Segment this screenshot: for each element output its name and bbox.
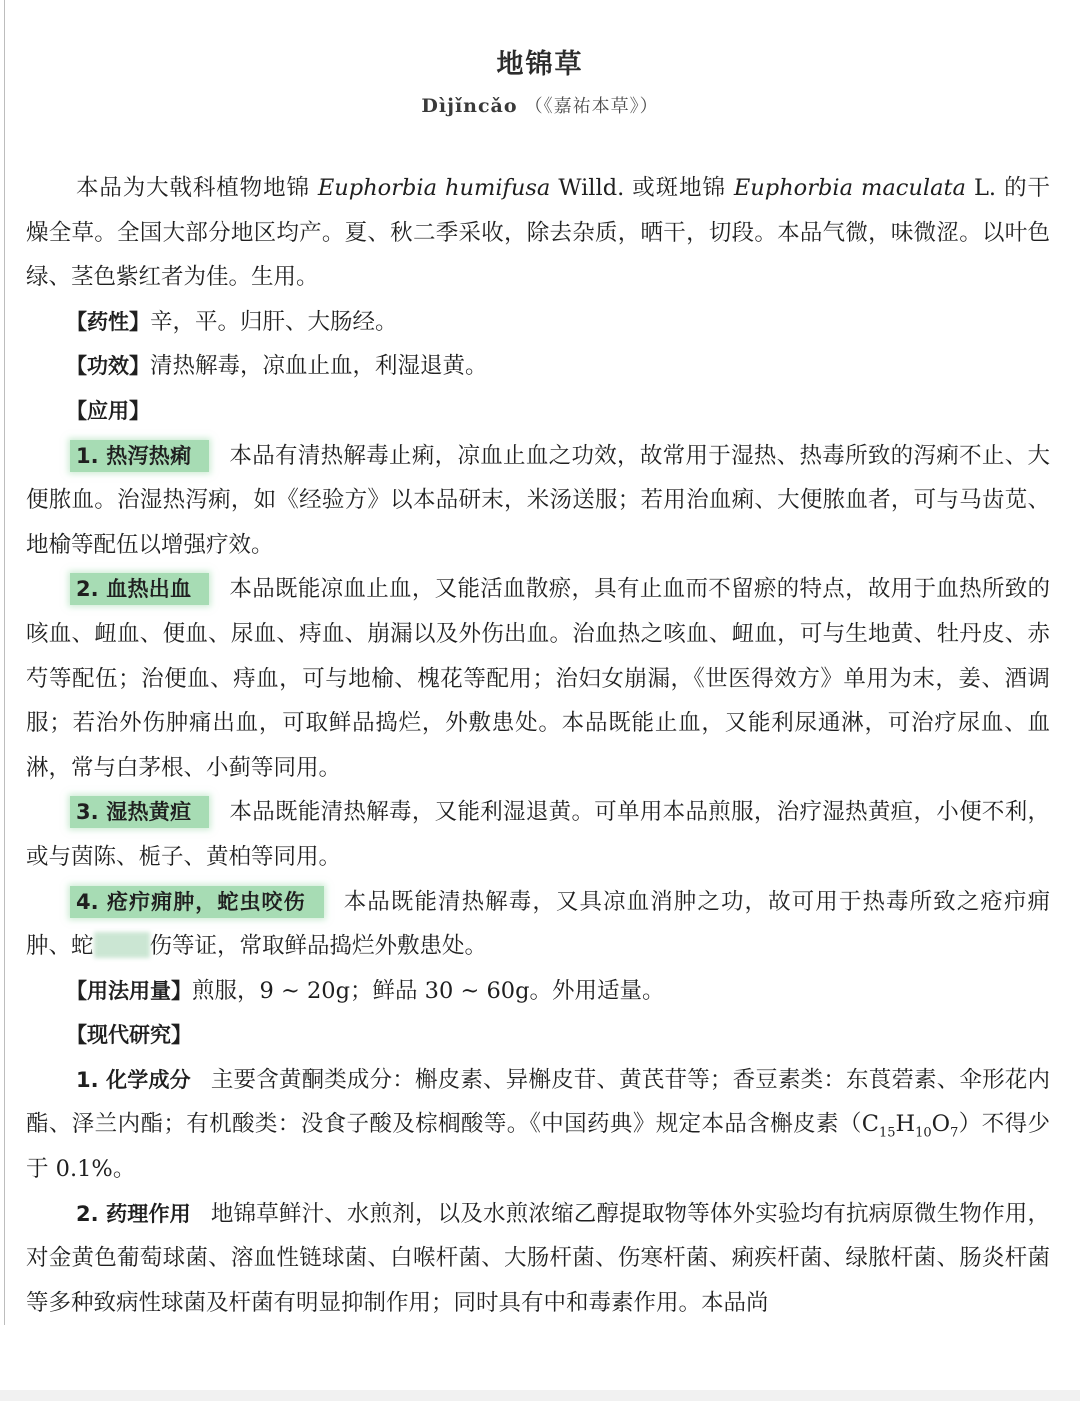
modern-research-section: [26, 1013, 1050, 1058]
application-text-4a: 本品既能清热解毒，又具凉血消肿之功，故可用于热毒所致之疮疖痈肿、蛇: [26, 888, 1050, 960]
intro-text-3: L. 的干燥全草。全国大部分地区均产。夏、秋二季采收，除去杂质，晒干，切段。本品气微，味微涩。以叶色绿、茎色紫红者为佳。生用。: [26, 175, 1051, 291]
application-heading-4: 4. 疮疖痈肿，蛇虫咬伤: [70, 886, 324, 918]
application-text-3: 本品既能清热解毒，又能利湿退黄。可单用本品煎服，治疗湿热黄疸，小便不利，或与茵陈、栀子、黄柏等同用。: [26, 799, 1050, 870]
formula-h: H: [895, 1111, 916, 1138]
intro-paragraph: [26, 166, 1050, 300]
application-text-1: 本品有清热解毒止痢，凉血止血之功效，故常用于湿热、热毒所致的泻痢不止、大便脓血。治湿热泻痢，如《经验方》以本品研末，米汤送服；若用治血痢、大便脓血者，可与马齿苋、地榆等配伍以增强疗效。: [26, 442, 1050, 558]
pinyin-name: Dìjǐncǎo: [421, 95, 518, 117]
application-heading-2: 2. 血热出血: [70, 573, 209, 605]
properties-label: 【药性】: [66, 309, 150, 334]
efficacy-text: 清热解毒，凉血止血，利湿退黄。: [150, 353, 488, 380]
intro-text-2: Willd. 或斑地锦: [550, 175, 734, 201]
subtitle: [0, 92, 1080, 118]
dosage-label: 【用法用量】: [66, 978, 192, 1003]
formula-sub-h: 10: [915, 1125, 932, 1141]
application-section: [26, 389, 1050, 434]
efficacy-label: 【功效】: [66, 354, 150, 379]
intro-text-1: 本品为大戟科植物地锦: [76, 175, 318, 201]
application-heading-3: 3. 湿热黄疸: [70, 796, 209, 828]
bottom-band: [0, 1390, 1080, 1401]
dosage-section: [26, 969, 1050, 1014]
application-item-3: [26, 790, 1050, 879]
chemistry-text: 主要含黄酮类成分：槲皮素、异槲皮苷、黄芪苷等；香豆素类：东莨菪素、伞形花内酯、泽兰内酯；有机酸类：没食子酸及棕榈酸等。《中国药典》规定本品含槲皮素（: [26, 1066, 1050, 1138]
pharmacology-paragraph: [26, 1192, 1050, 1326]
latin-name-1: Euphorbia humifusa: [317, 175, 551, 201]
highlight-smudge: [94, 932, 150, 958]
application-label: 【应用】: [66, 398, 150, 423]
properties-text: 辛，平。归肝、大肠经。: [150, 308, 398, 335]
formula-sub-c: 15: [878, 1125, 896, 1141]
formula: [861, 1111, 959, 1141]
application-text-2: 本品既能凉血止血，又能活血散瘀，具有止血而不留瘀的特点，故用于血热所致的咳血、衄血、便血、尿血、痔血、崩漏以及外伤出血。治血热之咳血、衄血，可与生地黄、牡丹皮、赤芍等配伍；治便血、痔血，可与地榆、槐花等配用；治妇女崩漏，《世医得效方》单用为末，姜、酒调服；若治外伤肿痛出血，可取鲜品捣烂，外敷患处。本品既能止血，又能利尿通淋，可治疗尿血、血淋，常与白茅根、小蓟等同用。: [26, 576, 1050, 781]
efficacy-section: [26, 344, 1050, 389]
formula-c: C: [861, 1111, 879, 1138]
document-body: [26, 166, 1050, 1325]
application-item-1: [26, 434, 1050, 568]
dosage-text: 煎服，9 ~ 20g；鲜品 30 ~ 60g。外用适量。: [192, 977, 665, 1004]
chemistry-text-end: ）不得少于 0.1%。: [26, 1111, 1050, 1183]
application-item-2: [26, 567, 1050, 790]
latin-name-2: Euphorbia maculata: [733, 175, 966, 201]
application-text-4b: 伤等证，常取鲜品捣烂外敷患处。: [149, 933, 488, 960]
formula-sub-o: 7: [950, 1125, 959, 1141]
pharmacology-heading: 2. 药理作用: [76, 1201, 191, 1226]
page-edge: [4, 0, 5, 1325]
page-title: 地锦草: [496, 49, 584, 80]
chemistry-heading: 1. 化学成分: [76, 1067, 191, 1092]
properties-section: [26, 300, 1050, 345]
pharmacology-text: 地锦草鲜汁、水煎剂，以及水煎浓缩乙醇提取物等体外实验均有抗病原微生物作用，对金黄色葡萄球菌、溶血性链球菌、白喉杆菌、大肠杆菌、伤寒杆菌、痢疾杆菌、绿脓杆菌、肠炎杆菌等多种致病性球菌及杆菌有明显抑制作用；同时具有中和毒素作用。本品尚: [26, 1200, 1050, 1316]
chemistry-paragraph: [26, 1058, 1050, 1192]
modern-research-label: 【现代研究】: [66, 1023, 192, 1048]
application-heading-1: 1. 热泻热痢: [70, 440, 209, 472]
formula-o: O: [931, 1111, 951, 1138]
source-citation: （《嘉祐本草》）: [524, 96, 659, 117]
application-item-4: [26, 880, 1050, 969]
